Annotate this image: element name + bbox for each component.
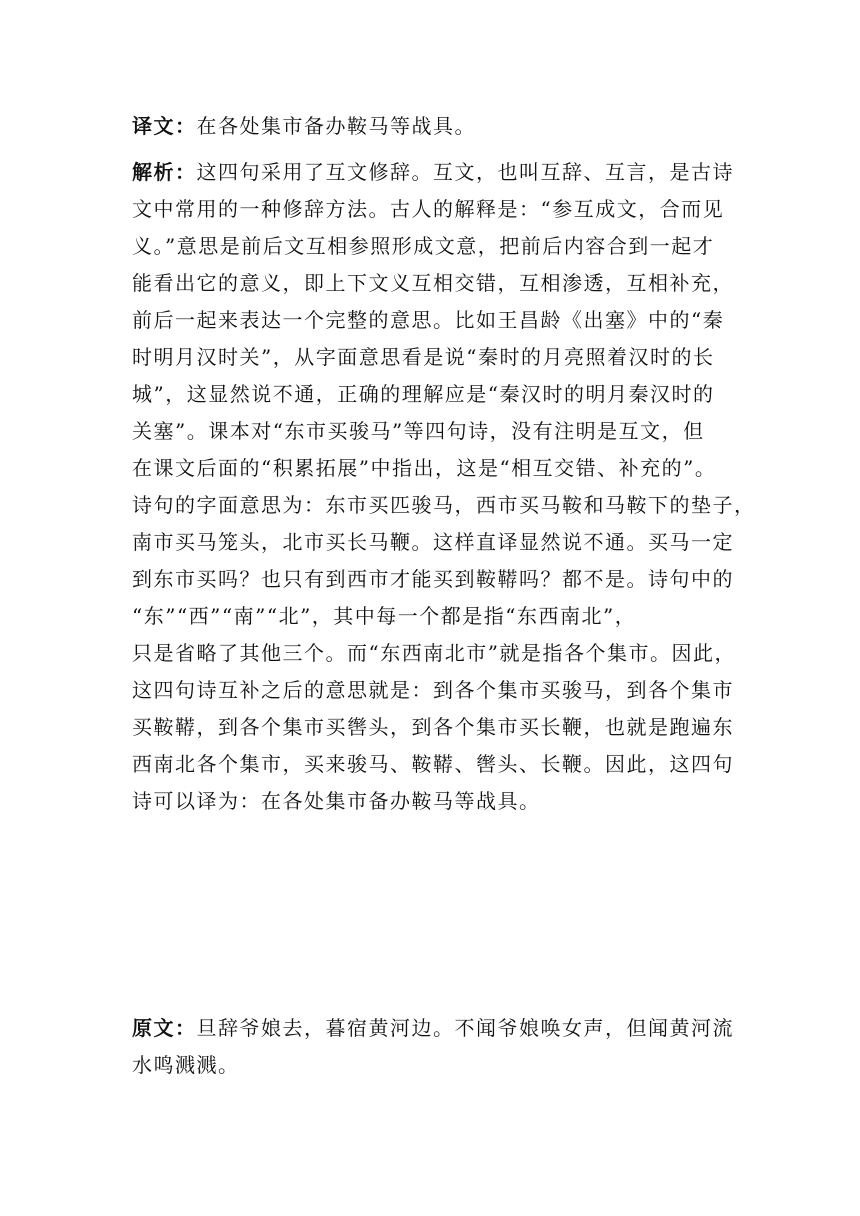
analysis-paragraph [132,154,756,820]
analysis-text-line: 买鞍鞯，到各个集市买辔头，到各个集市买长鞭，也就是跑遍东 [132,715,734,739]
analysis-text-line: 时明月汉时关”，从字面意思看是说“秦时的月亮照着汉时的长 [132,345,715,369]
translation-paragraph [132,108,732,145]
translation-line [132,108,732,145]
analysis-line [132,154,732,191]
analysis-label: 解析： [132,160,197,184]
original-text-line: 旦辞爷娘去，暮宿黄河边。不闻爷娘唤女声，但闻黄河流 [196,1016,734,1040]
analysis-text-line: 城”，这显然说不通，正确的理解应是“秦汉时的明月秦汉时的 [132,382,715,406]
analysis-text-line: 西南北各个集市，买来骏马、鞍鞯、辔头、长鞭。因此，这四句 [132,752,734,776]
original-paragraph [132,1010,732,1084]
analysis-text-line: 到东市买吗？也只有到西市才能买到鞍鞯吗？都不是。诗句中的 [132,567,734,591]
analysis-text-line: 文中常用的一种修辞方法。古人的解释是：“参互成文，合而见 [132,197,725,221]
analysis-text-line: 关塞”。课本对“东市买骏马”等四句诗，没有注明是互文，但 [132,419,705,443]
analysis-text-line: 诗可以译为：在各处集市备办鞍马等战具。 [132,789,541,813]
analysis-text-line: 能看出它的意义，即上下文义互相交错，互相渗透，互相补充， [132,271,734,295]
analysis-text-line: 这四句诗互补之后的意思就是：到各个集市买骏马，到各个集市 [132,678,734,702]
analysis-text-line: 这四句采用了互文修辞。互文，也叫互辞、互言，是古诗 [196,160,734,184]
analysis-text-line: 前后一起来表达一个完整的意思。比如王昌龄《出塞》中的“秦 [132,308,725,332]
original-text-line: 水鸣溅溅。 [132,1053,240,1077]
original-label: 原文： [132,1016,197,1040]
analysis-text-line: 只是省略了其他三个。而“东西南北市”就是指各个集市。因此， [132,641,736,665]
original-line [132,1010,732,1047]
translation-text: 在各处集市备办鞍马等战具。 [196,114,476,138]
analysis-text-line: 在课文后面的“积累拓展”中指出，这是“相互交错、补充的”。 [132,456,717,480]
analysis-text-line: 南市买马笼头，北市买长马鞭。这样直译显然说不通。买马一定 [132,530,734,554]
analysis-text-line: 诗句的字面意思为：东市买匹骏马，西市买马鞍和马鞍下的垫子， [132,493,756,517]
analysis-text-line: 义。”意思是前后文互相参照形成文意，把前后内容合到一起才 [132,234,715,258]
analysis-text-line: “东”“西”“南”“北”，其中每一个都是指“东西南北”， [132,604,637,628]
translation-label: 译文： [132,114,197,138]
